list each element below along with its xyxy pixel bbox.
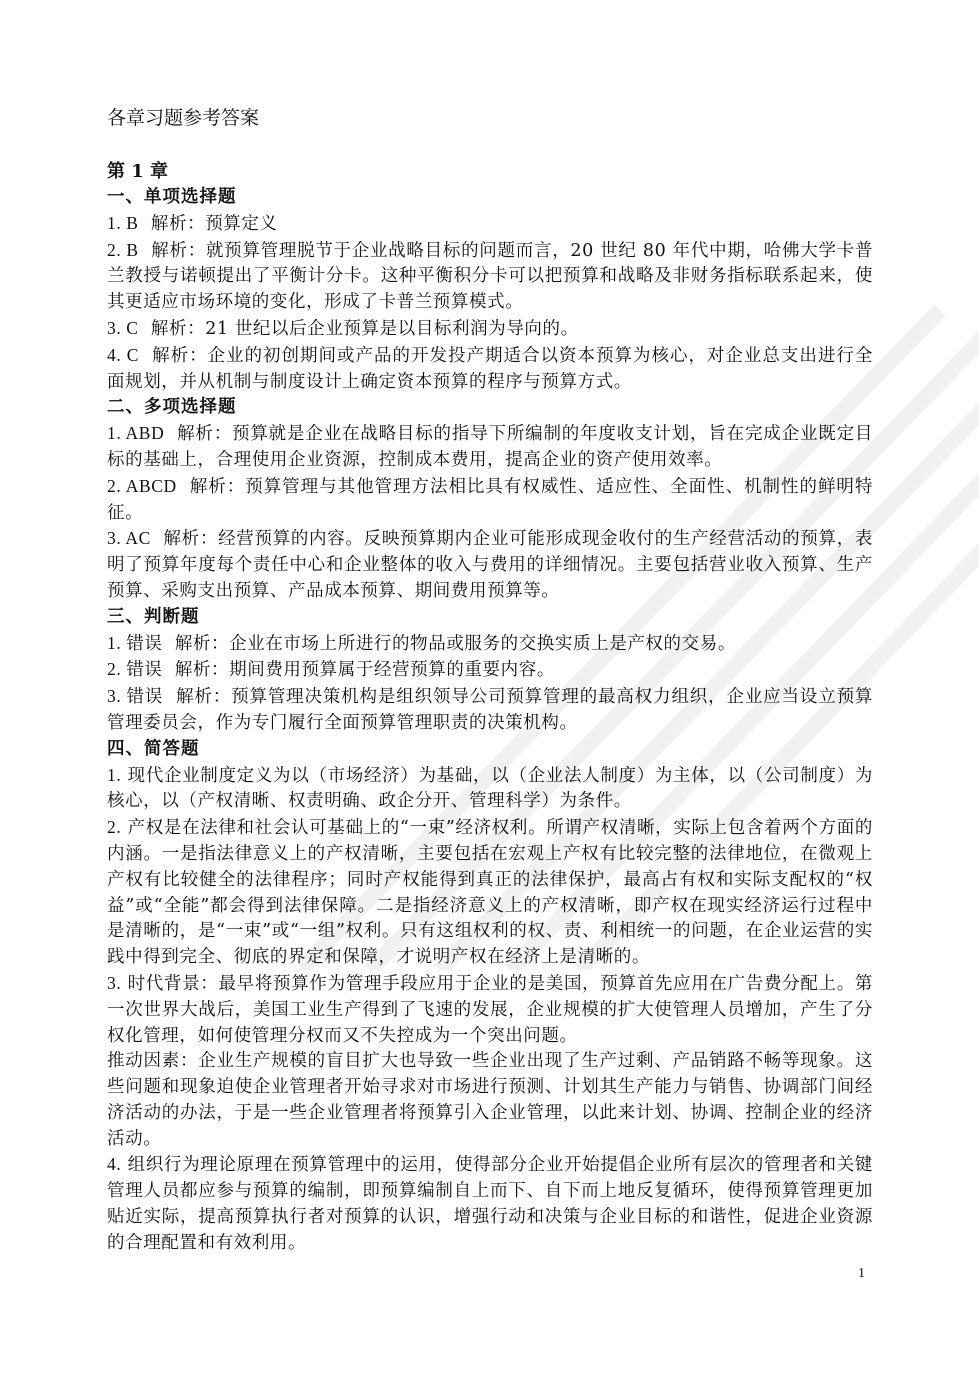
answer-item	[107, 971, 873, 1049]
answer-text: 解析：预算管理决策机构是组织领导公司预算管理的最高权力组织，企业应当设立预算管理委员会，作为专门履行全面预算管理职责的决策机构。	[107, 687, 874, 733]
chapter-heading: 第 1 章	[107, 161, 169, 182]
answer-label: 3. C	[107, 317, 139, 338]
answer-label: 2. 错误	[107, 659, 163, 680]
answer-label: 1. ABD	[107, 423, 165, 444]
answer-label: 3. 错误	[107, 686, 164, 707]
section-heading: 三、判断题	[107, 606, 200, 627]
answer-text: 解析：预算管理与其他管理方法相比具有权威性、适应性、全面性、机制性的鲜明特征。	[107, 476, 873, 523]
section-heading: 四、简答题	[107, 738, 200, 759]
answer-label: 4. C	[107, 344, 139, 365]
answer-text: 解析：企业在市场上所进行的物品或服务的交换实质上是产权的交易。	[174, 633, 736, 654]
answer-text: 推动因素：企业生产规模的盲目扩大也导致一些企业出现了生产过剩、产品销路不畅等现象。这些问题和现象迫使企业管理者开始寻求对市场进行预测、计划其生产能力与销售、协调部门间经济活动的办法，于是一些企业管理者将预算引入企业管理，以此来计划、协调、控制企业的经济活动。	[107, 1051, 873, 1149]
answer-item	[107, 421, 873, 474]
answer-label: 2. B	[107, 239, 139, 260]
answer-item	[107, 474, 873, 527]
answer-text: 解析：就预算管理脱节于企业战略目标的问题而言，20 世纪 80 年代中期，哈佛大学卡普兰教授与诺顿提出了平衡计分卡。这种平衡积分卡可以把预算和战略及非财务指标联系起来，使其更适应市场环境的变化，形成了卡普兰预算模式。	[107, 240, 873, 313]
answer-item	[107, 1152, 873, 1256]
answer-text: 解析：企业的初创期间或产品的开发投产期适合以资本预算为核心，对企业总支出进行全面规划，并从机制与制度设计上确定资本预算的程序与预算方式。	[107, 345, 873, 392]
answer-label: 3. AC	[107, 528, 151, 549]
answer-item	[107, 657, 873, 684]
answer-text: 解析：期间费用预算属于经营预算的重要内容。	[174, 660, 555, 681]
answer-label: 2. ABCD	[107, 475, 177, 496]
answer-text: 时代背景：最早将预算作为管理手段应用于企业的是美国，预算首先应用在广告费分配上。第一次世界大战后，美国工业生产得到了飞速的发展，企业规模的扩大使管理人员增加，产生了分权化管理，如何使管理分权而又不失控成为一个突出问题。	[107, 973, 873, 1046]
answer-item	[107, 763, 873, 816]
answer-item	[107, 684, 873, 737]
answer-item	[107, 211, 873, 238]
answer-item	[107, 1049, 873, 1152]
section-heading: 二、多项选择题	[107, 397, 237, 418]
answer-label: 3.	[107, 972, 122, 993]
page-number: 1	[858, 1266, 865, 1281]
answer-text: 解析：经营预算的内容。反映预算期内企业可能形成现金收付的生产经营活动的预算，表明了预算年度每个责任中心和企业整体的收入与费用的详细情况。主要包括营业收入预算、生产预算、采购支出预算、产品成本预算、期间费用预算等。	[107, 529, 874, 601]
document-body	[107, 104, 873, 1257]
answer-item	[107, 631, 873, 658]
answer-text: 解析：预算定义	[150, 213, 278, 234]
answer-item	[107, 343, 873, 396]
answer-item	[107, 815, 873, 971]
answer-item	[107, 526, 873, 604]
answer-text: 解析：预算就是企业在战略目标的指导下所编制的年度收支计划，旨在完成企业既定目标的基础上，合理使用企业资源，控制成本费用，提高企业的资产使用效率。	[107, 424, 873, 470]
answer-label: 1.	[107, 764, 122, 785]
section-heading: 一、单项选择题	[107, 187, 237, 207]
answer-label: 1. B	[107, 212, 139, 233]
answer-label: 2.	[107, 817, 122, 838]
answer-text: 解析：21 世纪以后企业预算是以目标利润为导向的。	[150, 318, 579, 339]
answer-item	[107, 238, 873, 316]
answer-text: 产权是在法律和社会认可基础上的“一束”经济权利。所谓产权清晰，实际上包含着两个方面的内涵。一是指法律意义上的产权清晰，主要包括在宏观上产权有比较完整的法律地位，在微观上产权有比较健全的法律程序；同时产权能得到真正的法律保护，最高占有权和实际支配权的“权益”或“全能”都会得到法律保障。二是指经济意义上的产权清晰，即产权在现实经济运行过程中是清晰的，是“一束”或“一组”权利。只有这组权利的权、责、利相统一的问题，在企业运营的实践中得到完全、彻底的界定和保障，才说明产权在经济上是清晰的。	[107, 818, 874, 968]
answer-item	[107, 316, 873, 343]
answer-label: 4.	[107, 1154, 122, 1175]
answer-text: 现代企业制度定义为以（市场经济）为基础，以（企业法人制度）为主体，以（公司制度）为核心，以（产权清晰、权责明确、政企分开、管理科学）为条件。	[107, 765, 873, 812]
answer-text: 组织行为理论原理在预算管理中的运用，使得部分企业开始提倡企业所有层次的管理者和关键管理人员都应参与预算的编制，即预算编制自上而下、自下而上地反复循环，使得预算管理更加贴近实际，提高预算执行者对预算的认识，增强行动和决策与企业目标的和谐性，促进企业资源的合理配置和有效利用。	[107, 1155, 873, 1253]
document-title: 各章习题参考答案	[107, 107, 260, 129]
answer-label: 1. 错误	[107, 632, 163, 653]
